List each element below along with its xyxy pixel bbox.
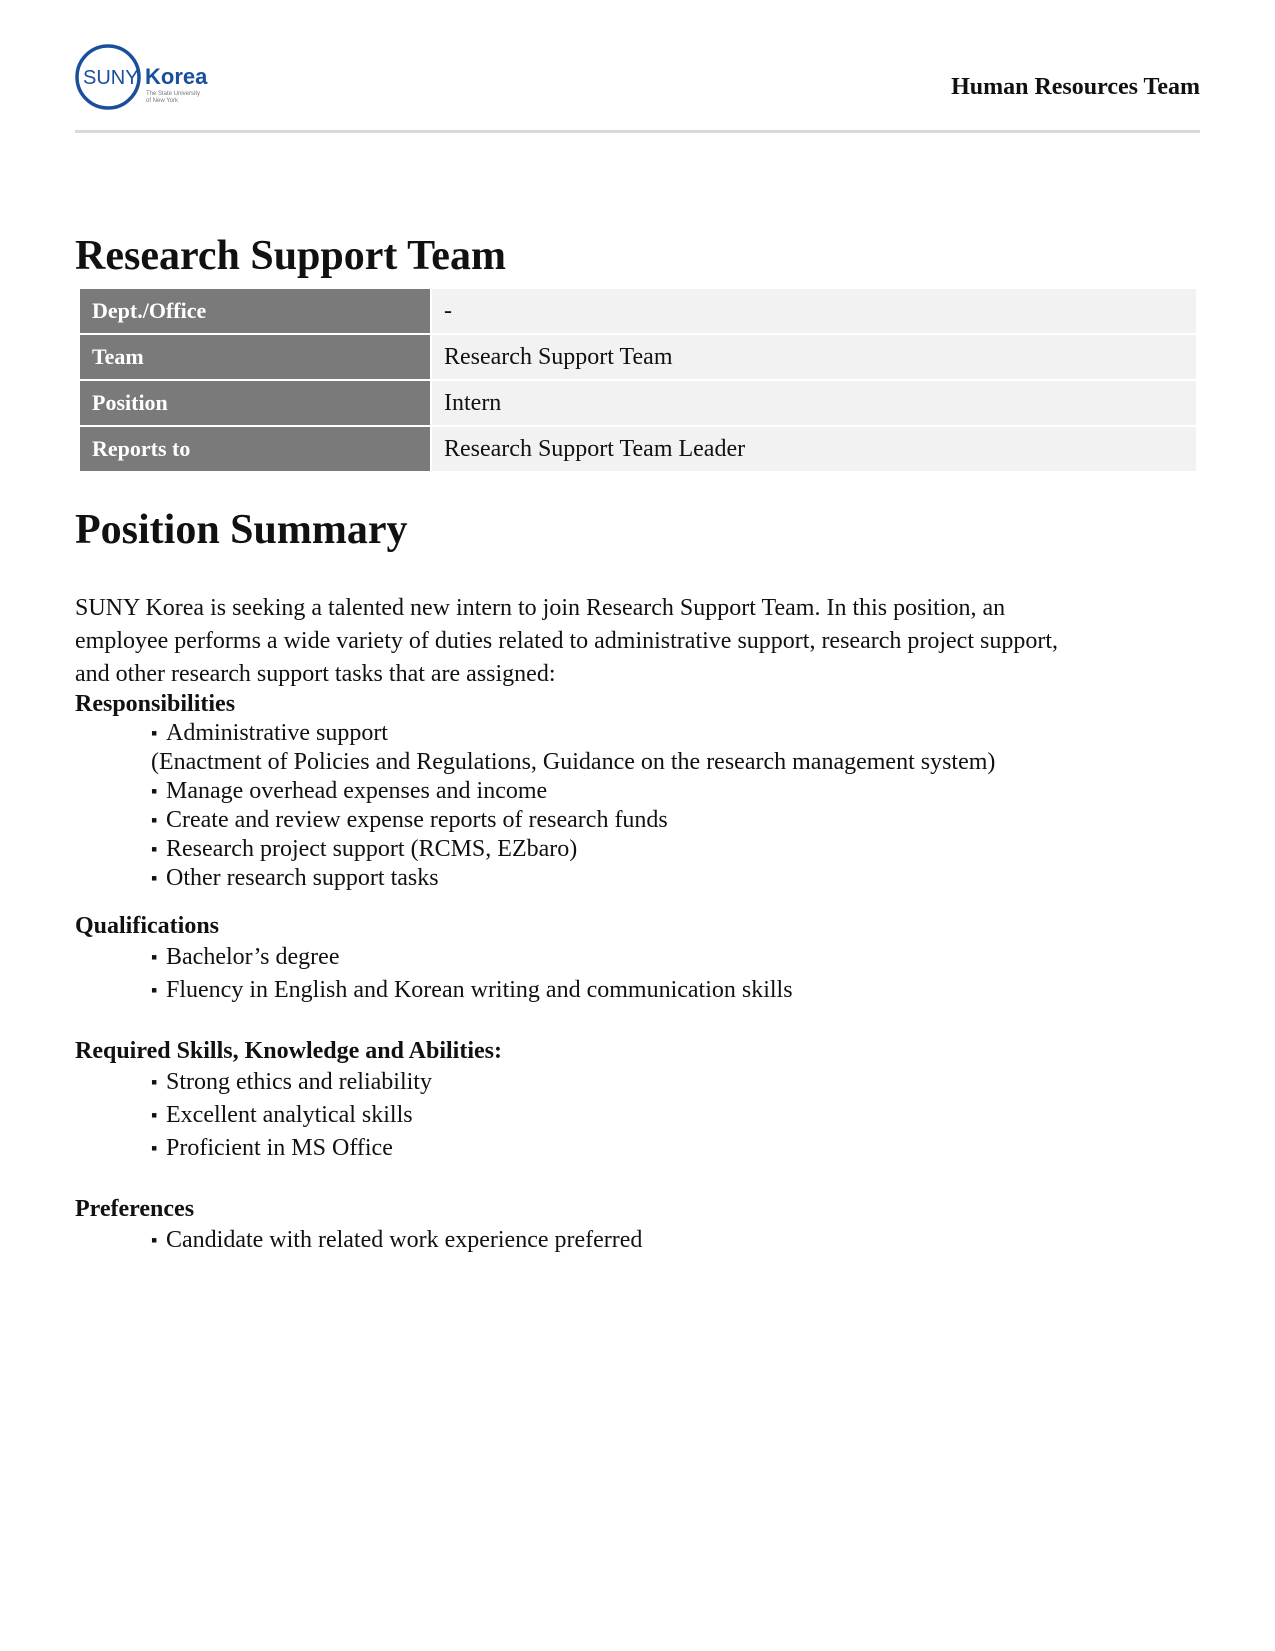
- logo-word-korea: Korea: [145, 64, 208, 89]
- preferences-list: [75, 1224, 1195, 1257]
- document-page: [75, 0, 1200, 1253]
- list-item: ▪ Fluency in English and Korean writing and communication skills: [151, 974, 1195, 1007]
- list-item: ▪ Administrative support: [151, 720, 388, 746]
- bullet-icon: ▪: [151, 810, 158, 830]
- bullet-icon: ▪: [151, 839, 158, 859]
- table-row: [80, 381, 1196, 425]
- preferences-heading: Preferences: [75, 1196, 195, 1222]
- page-title: Research Support Team: [75, 233, 506, 279]
- info-value: Research Support Team Leader: [432, 427, 1196, 471]
- bullet-icon: ▪: [151, 1105, 158, 1125]
- bullet-icon: ▪: [151, 781, 158, 801]
- preferences-section: [75, 1194, 1195, 1257]
- responsibilities-heading: Responsibilities: [75, 691, 236, 717]
- page-header: [75, 0, 1200, 133]
- list-item: ▪ Bachelor’s degree: [151, 941, 1195, 974]
- table-row: [80, 427, 1196, 471]
- bullet-icon: ▪: [151, 723, 158, 743]
- bullet-icon: ▪: [151, 980, 158, 1000]
- skills-list: [75, 1066, 1195, 1165]
- list-item: ▪ Proficient in MS Office: [151, 1132, 1195, 1165]
- info-value: Intern: [432, 381, 1196, 425]
- qualifications-heading: Qualifications: [75, 913, 220, 939]
- table-row: [80, 289, 1196, 333]
- list-item: ▪ Research project support (RCMS, EZbaro): [151, 836, 578, 862]
- bullet-icon: ▪: [151, 1072, 158, 1092]
- skills-heading: Required Skills, Knowledge and Abilities:: [75, 1038, 502, 1064]
- logo-word-suny: SUNY: [83, 67, 139, 89]
- logo-tagline-1: The State University: [146, 91, 201, 97]
- responsibilities-list: [75, 719, 1195, 893]
- list-item: ▪ Candidate with related work experience preferred: [151, 1224, 1195, 1257]
- section-heading-summary: Position Summary: [75, 507, 408, 553]
- info-label: Position: [80, 381, 432, 425]
- header-team-name: Human Resources Team: [951, 74, 1200, 100]
- bullet-icon: ▪: [151, 947, 158, 967]
- list-item: ▪ Create and review expense reports of research funds: [151, 807, 668, 833]
- info-value: -: [432, 289, 1196, 333]
- qualifications-section: [75, 911, 1195, 1007]
- bullet-icon: ▪: [151, 1138, 158, 1158]
- responsibilities-section: [75, 689, 1195, 893]
- logo-tagline-2: of New York: [146, 98, 179, 104]
- list-item: ▪ Other research support tasks: [151, 865, 439, 891]
- skills-section: [75, 1036, 1195, 1165]
- list-item: ▪ Manage overhead expenses and income: [151, 778, 548, 804]
- position-info-table: [80, 287, 1196, 473]
- list-item-continuation: (Enactment of Policies and Regulations, Guidance on the research management system): [151, 749, 996, 775]
- table-row: [80, 335, 1196, 379]
- info-label: Team: [80, 335, 432, 379]
- qualifications-list: [75, 941, 1195, 1007]
- list-item: ▪ Excellent analytical skills: [151, 1099, 1195, 1132]
- list-item: ▪ Strong ethics and reliability: [151, 1066, 1195, 1099]
- info-value: Research Support Team: [432, 335, 1196, 379]
- info-label: Reports to: [80, 427, 432, 471]
- info-label: Dept./Office: [80, 289, 432, 333]
- position-summary-text: SUNY Korea is seeking a talented new intern to join Research Support Team. In this position, an employee performs a wide variety of duties related to administrative support, research project support, and other research support tasks that are assigned:: [75, 595, 1059, 687]
- bullet-icon: ▪: [151, 1230, 158, 1250]
- suny-korea-logo: [75, 44, 225, 116]
- bullet-icon: ▪: [151, 868, 158, 888]
